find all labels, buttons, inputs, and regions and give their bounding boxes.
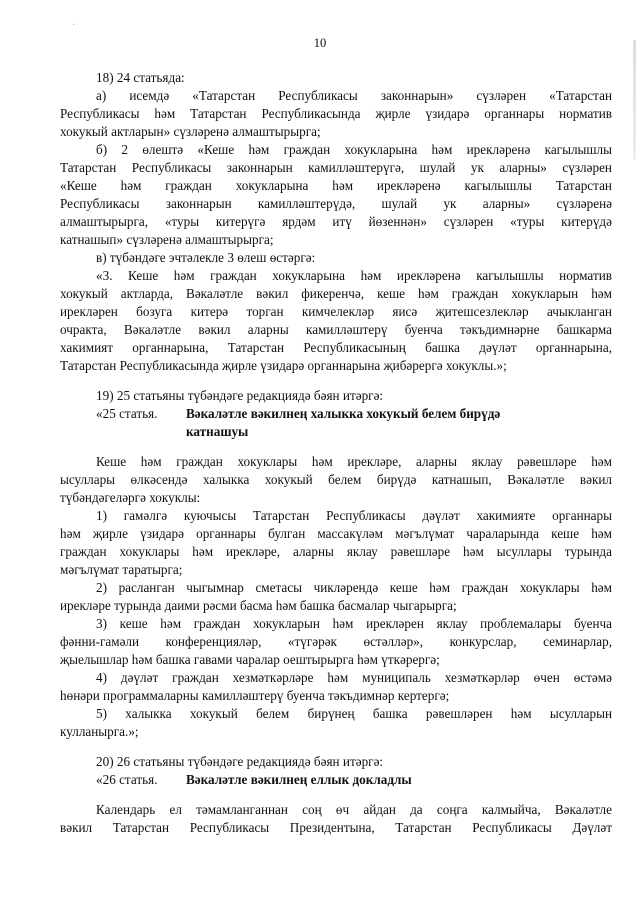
paragraph-line: а) исемдә «Татарстан Республикасы законнарын» сүзләрен «Татарстан bbox=[96, 88, 612, 103]
paragraph-line: Кеше һәм граждан хокуклары һәм ирекләре, аларны яклау рәвешләре һәм bbox=[96, 454, 612, 469]
paragraph-line: 4) дәүләт граждан хезмәткәрләре һәм муниципаль хезмәткәрләр өчен өстәмә bbox=[96, 670, 612, 685]
paragraph-line: 1) гамәлгә куючысы Татарстан Республикасы дәүләт хакимияте органнары bbox=[96, 508, 612, 523]
paragraph-line: һәм җирле үзидарә органнары булган массакүләм мәгълүмат чараларында кеше һәм bbox=[60, 526, 612, 541]
paragraph-line: граждан хокуклары һәм ирекләре, аларны яклау рәвешләре һәм ысуллары турында bbox=[60, 544, 612, 559]
paragraph-line: Татарстан Республикасы законнарын камилләштерүгә, шулай ук аларны» сүзләрен bbox=[60, 160, 612, 175]
paragraph-line: фәнни-гамәли конференцияләр, «түгәрәк өстәлләр», конкурслар, семинарлар, bbox=[60, 634, 612, 649]
paragraph-line: ысуллары өлкәсендә халыкка хокукый белем бирүдә катнашып, Вәкаләтле вәкил bbox=[60, 472, 612, 487]
paragraph-line: 19) 25 статьяны түбәндәге редакциядә бәян итәргә: bbox=[96, 388, 384, 403]
paragraph-line: 20) 26 статьяны түбәндәге редакциядә бәян итәргә: bbox=[96, 754, 384, 769]
paragraph-line: алмаштырырга, «туры китерүгә ярдәм итү йөзеннән» сүзләрен «туры китерүдә bbox=[60, 214, 612, 229]
paragraph-line: Республикасы законнарын камилләштерүдә, шулай ук аларны» сүзләренә bbox=[60, 196, 612, 211]
article-26-title: Вәкаләтле вәкилнең еллык докладлы bbox=[186, 772, 412, 787]
paragraph-line: «3. Кеше һәм граждан хокукларына һәм ирекләренә кагылышлы норматив bbox=[96, 268, 612, 283]
paragraph-line: ирекләрен бозуга китерә торган кимчелекләр яисә җитешсезлекләр ачыкланган bbox=[60, 304, 612, 319]
paragraph-line: 5) халыкка хокукый белем бирүнең башка рәвешләрен һәм ысулларын bbox=[96, 706, 612, 721]
paragraph-line: Календарь ел тәмамланганнан соң өч айдан да соңга калмыйча, Вәкаләтле bbox=[96, 802, 612, 817]
paragraph-line: 2) расланган чыгымнар сметасы чикләрендә кеше һәм граждан хокуклары һәм bbox=[96, 580, 612, 595]
article-25-title: катнашуы bbox=[186, 424, 249, 439]
paragraph-line: мәгълүмат таратырга; bbox=[60, 562, 183, 577]
paragraph-line: һөнәри программаларны камилләштерү буенча тәкъдимнәр кертергә; bbox=[60, 688, 450, 703]
paragraph-line: ирекләре турында даими рәсми басма һәм башка басмалар чыгарырга; bbox=[60, 598, 457, 613]
page-number: 10 bbox=[313, 36, 327, 50]
paragraph-line: хокукый актларын» сүзләренә алмаштырырга; bbox=[60, 124, 321, 139]
article-26-label: «26 статья. bbox=[96, 772, 158, 787]
article-25-title: Вәкаләтле вәкилнең халыкка хокукый белем бирүдә bbox=[186, 406, 501, 421]
scan-mark: · bbox=[72, 20, 76, 31]
paragraph-line: катнашып» сүзләренә алмаштырырга; bbox=[60, 232, 274, 247]
paragraph-line: очракта, Вәкаләтле вәкил аларны камилләштерү буенча тәкъдимнәрне башкарма bbox=[60, 322, 612, 337]
paragraph-line: «Кеше һәм граждан хокукларына һәм ирекләренә кагылышлы Татарстан bbox=[60, 178, 612, 193]
paragraph-line: 18) 24 статьяда: bbox=[96, 70, 185, 85]
paragraph-line: кулланырга.»; bbox=[60, 724, 139, 739]
paragraph-line: Республикасы һәм Татарстан Республикасында җирле үзидарә органнары норматив bbox=[60, 106, 612, 121]
paragraph-line: б) 2 өлештә «Кеше һәм граждан хокукларына һәм ирекләренә кагылышлы bbox=[96, 142, 612, 157]
paragraph-line: вәкил Татарстан Республикасы Президентына, Татарстан Республикасы Дәүләт bbox=[60, 820, 612, 835]
paragraph-line: Татарстан Республикасында җирле үзидарә органнарына җибәрергә хокуклы.»; bbox=[60, 358, 507, 373]
paragraph-line: в) түбәндәге эчтәлекле 3 өлеш өстәргә: bbox=[96, 250, 316, 265]
scan-edge-shadow bbox=[633, 40, 636, 160]
article-25-label: «25 статья. bbox=[96, 406, 158, 421]
paragraph-line: хакимият органнарына, Татарстан Республикасының башка дәүләт органнарына, bbox=[60, 340, 612, 355]
paragraph-line: 3) кеше һәм граждан хокукларын һәм ирекләрен яклау проблемалары буенча bbox=[96, 616, 612, 631]
paragraph-line: җыелышлар һәм башка гавами чаралар оештырырга һәм үткәрергә; bbox=[60, 652, 440, 667]
paragraph-line: түбәндәгеләргә хокуклы: bbox=[60, 490, 201, 505]
paragraph-line: хокукый актларда, Вәкаләтле вәкил фикеренчә, кеше һәм граждан хокукларын һәм bbox=[60, 286, 612, 301]
